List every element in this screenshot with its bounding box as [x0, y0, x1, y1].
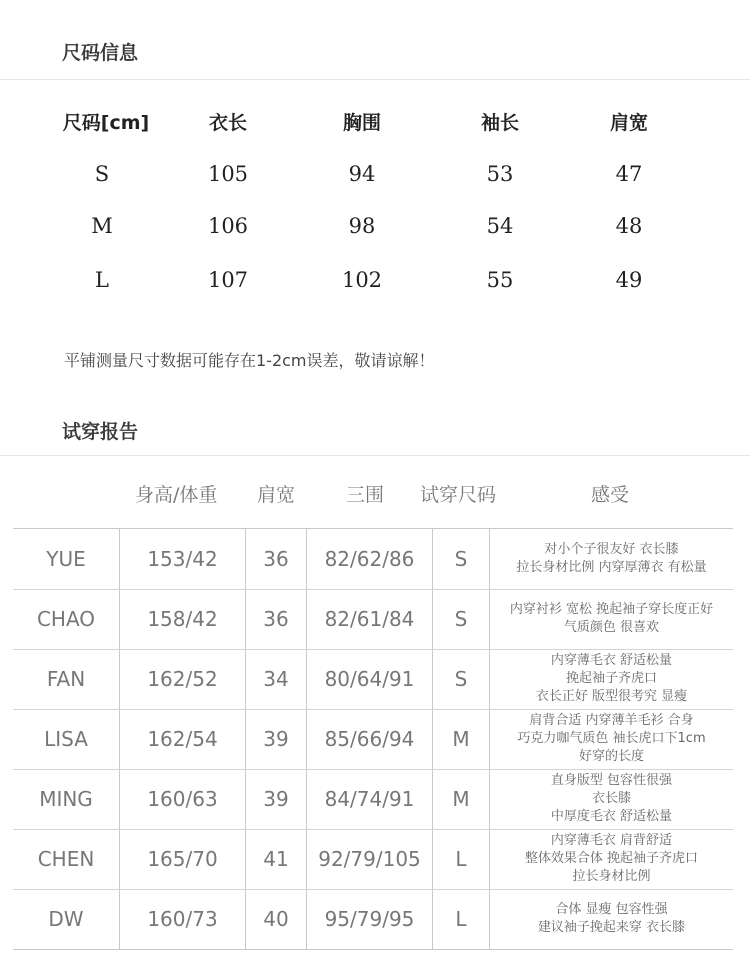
- fit-header-size: 试穿尺码: [420, 484, 497, 506]
- feeling-line: 衣长膝: [591, 791, 631, 806]
- tester-name: MING: [39, 787, 93, 811]
- feeling-line: 整体效果合体 挽起袖子齐虎口: [524, 851, 699, 866]
- size-cell: 98: [348, 214, 376, 238]
- divider: [0, 79, 750, 80]
- fitting-table: [13, 528, 733, 950]
- feeling-line: 建议袖子挽起来穿 衣长膝: [537, 920, 686, 935]
- feeling-line: 拉长身材比例 内穿厚薄衣 有松量: [516, 560, 707, 575]
- table-row: [13, 649, 733, 710]
- feeling: [490, 769, 733, 829]
- measurements: 80/64/91: [324, 667, 415, 691]
- measurements: 85/66/94: [324, 727, 415, 751]
- size-cell: 106: [207, 214, 249, 238]
- feeling: [490, 529, 733, 589]
- size-table-row: [0, 162, 750, 202]
- height-weight: 160/73: [147, 907, 218, 931]
- fitting-report-title: 试穿报告: [62, 421, 139, 443]
- fitted-size: M: [452, 727, 470, 751]
- size-cell: S: [94, 162, 110, 186]
- size-header-shoulder: 肩宽: [609, 112, 648, 134]
- measurements: 95/79/95: [324, 907, 415, 931]
- tester-name: FAN: [46, 667, 86, 691]
- fitted-size: S: [454, 607, 468, 631]
- height-weight: 162/54: [147, 727, 218, 751]
- fitted-size: M: [452, 787, 470, 811]
- tester-name: CHAO: [36, 607, 96, 631]
- height-weight: 153/42: [147, 547, 218, 571]
- size-cell: 49: [615, 268, 643, 292]
- feeling-line: 拉长身材比例: [572, 869, 651, 884]
- feeling-line: 巧克力咖气质色 袖长虎口下1cm: [517, 731, 706, 746]
- fitted-size: L: [455, 847, 467, 871]
- feeling: [490, 829, 733, 889]
- tester-name: DW: [48, 907, 84, 931]
- shoulder: 40: [263, 907, 289, 931]
- height-weight: 162/52: [147, 667, 218, 691]
- tester-name: LISA: [44, 727, 88, 751]
- size-table-row: [0, 268, 750, 308]
- size-cell: 55: [486, 268, 514, 292]
- table-row: [13, 829, 733, 890]
- tester-name: YUE: [46, 547, 86, 571]
- shoulder: 36: [263, 607, 289, 631]
- table-row: [13, 709, 733, 770]
- feeling: [490, 889, 733, 949]
- size-table-header: [0, 108, 750, 148]
- size-header-chest: 胸围: [342, 112, 381, 134]
- tester-name: CHEN: [37, 847, 95, 871]
- size-header-size: 尺码[cm]: [62, 112, 150, 134]
- feeling-line: 内穿薄毛衣 舒适松量: [550, 653, 673, 668]
- feeling-line: 中厚度毛衣 舒适松量: [550, 809, 673, 824]
- height-weight: 160/63: [147, 787, 218, 811]
- measurements: 82/61/84: [324, 607, 415, 631]
- feeling: [490, 649, 733, 709]
- size-cell: 53: [486, 162, 514, 186]
- table-row: [13, 589, 733, 650]
- size-cell: 107: [207, 268, 249, 292]
- size-info-title: 尺码信息: [62, 42, 139, 64]
- size-cell: 47: [615, 162, 643, 186]
- feeling: [490, 589, 733, 649]
- height-weight: 165/70: [147, 847, 218, 871]
- fit-header-measurements: 三围: [346, 484, 385, 506]
- table-row: [13, 529, 733, 590]
- feeling-line: 直身版型 包容性很强: [550, 773, 673, 788]
- fitting-table-header: [0, 480, 750, 510]
- feeling-line: 内穿衬衫 宽松 挽起袖子穿长度正好: [509, 602, 714, 617]
- shoulder: 36: [263, 547, 289, 571]
- divider: [0, 455, 750, 456]
- fit-header-height-weight: 身高/体重: [135, 484, 218, 506]
- feeling-line: 合体 显瘦 包容性强: [555, 902, 668, 917]
- measurements: 92/79/105: [318, 847, 421, 871]
- table-row: [13, 889, 733, 949]
- fit-header-feeling: 感受: [591, 484, 630, 506]
- size-cell: L: [95, 268, 109, 292]
- size-header-length: 衣长: [208, 112, 247, 134]
- feeling-line: 气质颜色 很喜欢: [563, 620, 660, 635]
- size-cell: 94: [348, 162, 376, 186]
- size-table-row: [0, 214, 750, 254]
- height-weight: 158/42: [147, 607, 218, 631]
- shoulder: 34: [263, 667, 289, 691]
- measurement-note: 平铺测量尺寸数据可能存在1-2cm误差，敬请谅解！: [64, 351, 435, 370]
- size-cell: 102: [341, 268, 383, 292]
- feeling-line: 对小个子很友好 衣长膝: [544, 542, 679, 557]
- fitted-size: S: [454, 547, 468, 571]
- size-cell: M: [91, 214, 113, 238]
- fitted-size: S: [454, 667, 468, 691]
- table-row: [13, 769, 733, 830]
- measurements: 84/74/91: [324, 787, 415, 811]
- feeling: [490, 709, 733, 769]
- feeling-line: 挽起袖子齐虎口: [565, 671, 657, 686]
- size-cell: 54: [486, 214, 514, 238]
- shoulder: 39: [263, 787, 289, 811]
- shoulder: 41: [263, 847, 289, 871]
- fit-header-shoulder: 肩宽: [257, 484, 296, 506]
- feeling-line: 肩背合适 内穿薄羊毛衫 合身: [529, 713, 694, 728]
- size-header-sleeve: 袖长: [480, 112, 519, 134]
- shoulder: 39: [263, 727, 289, 751]
- feeling-line: 衣长正好 版型很考究 显瘦: [535, 689, 688, 704]
- feeling-line: 好穿的长度: [578, 749, 644, 764]
- fitted-size: L: [455, 907, 467, 931]
- feeling-line: 内穿薄毛衣 肩背舒适: [550, 833, 673, 848]
- size-cell: 48: [615, 214, 643, 238]
- measurements: 82/62/86: [324, 547, 415, 571]
- size-cell: 105: [207, 162, 249, 186]
